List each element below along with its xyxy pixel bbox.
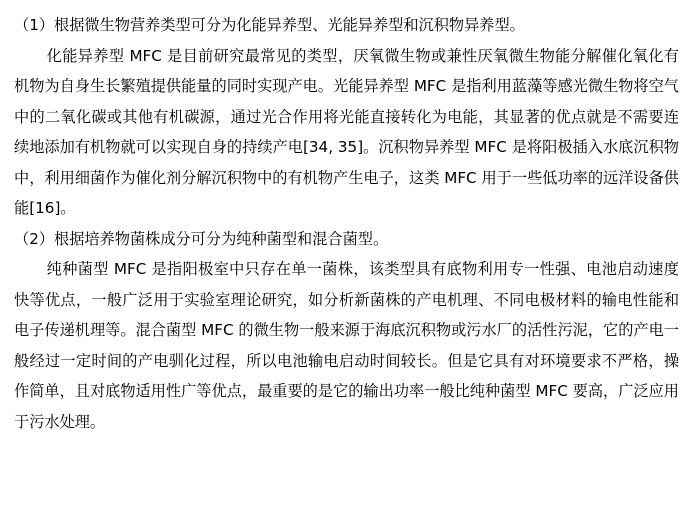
paragraph-4: 纯种菌型 MFC 是指阳极室中只存在单一菌株，该类型具有底物利用专一性强、电池启动速度快等优点，一般广泛用于实验室理论研究，如分析新菌株的产电机理、不同电极材料的输电性能和电子传递机理等。混合菌型 MFC 的微生物一般来源于海底沉积物或污水厂的活性污泥，它的产电一般经过一定时间的产电驯化过程，所以电池输电启动时间较长。但是它具有对环境要求不严格，操作简单，且对底物适用性广等优点，最重要的是它的输出功率一般比纯种菌型 MFC 要高，广泛应用于污水处理。 — [14, 260, 679, 431]
paragraph-1: （1）根据微生物营养类型可分为化能异养型、光能异养型和沉积物异养型。 — [14, 16, 525, 34]
paragraph-3: （2）根据培养物菌株成分可分为纯种菌型和混合菌型。 — [14, 229, 389, 248]
paragraph-2: 化能异养型 MFC 是目前研究最常见的类型，厌氧微生物或兼性厌氧微生物能分解催化氧化有机物为自身生长繁殖提供能量的同时实现产电。光能异养型 MFC 是指利用蓝藻等感光微生物将空气中的二氧化碳或其他有机碳源，通过光合作用将光能直接转化为电能，其显著的优点就是不需要连续地添加有机物就可以实现自身的持续产电[34, 35]。沉积物异养型 MFC 是将阳极插入水底沉积物中，利用细菌作为催化剂分解沉积物中的有机物产生电子，这类 MFC 用于一些低功率的远洋设备供能[16]。 — [14, 46, 679, 217]
